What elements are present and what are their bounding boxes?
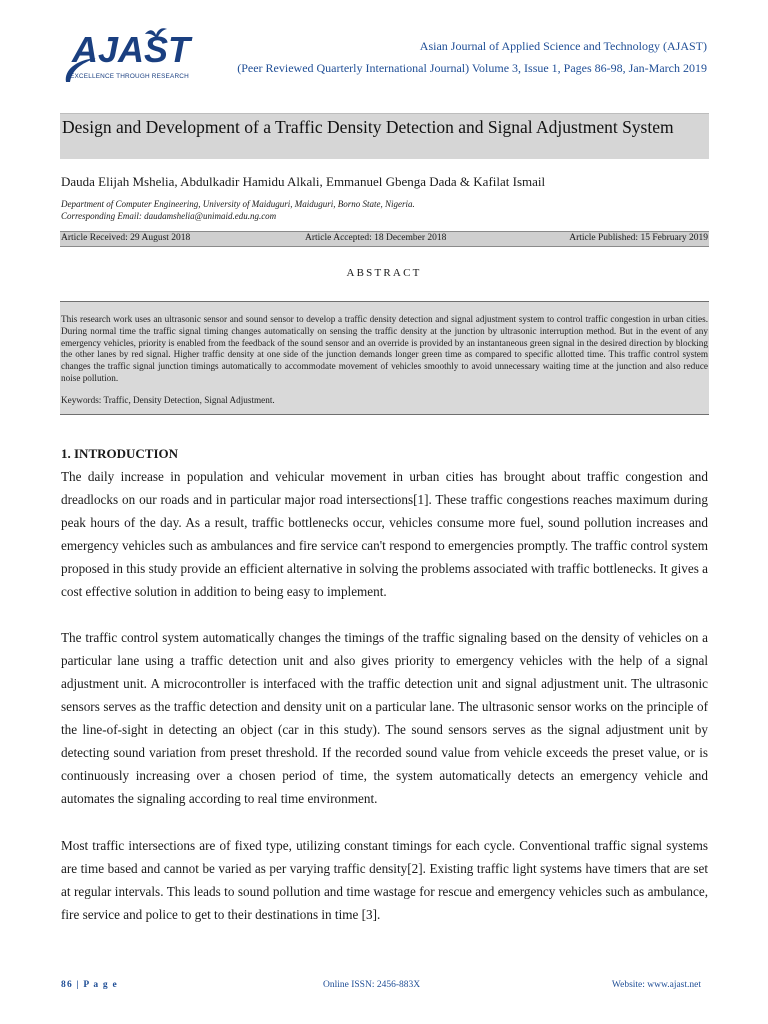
abstract-box — [60, 301, 709, 415]
section-heading: 1. INTRODUCTION — [61, 446, 179, 461]
article-dates-bar — [60, 231, 709, 247]
issue-info: (Peer Reviewed Quarterly International Journal) Volume 3, Issue 1, Pages 86-98, Jan-March 2019 — [237, 61, 707, 75]
affiliation: Department of Computer Engineering, University of Maiduguri, Maiduguri, Borno State, Nigeria. — [61, 199, 415, 209]
article-title: Design and Development of a Traffic Density Detection and Signal Adjustment System — [62, 117, 674, 137]
author-list: Dauda Elijah Mshelia, Abdulkadir Hamidu Alkali, Emmanuel Gbenga Dada & Kafilat Ismail — [61, 174, 546, 189]
issn: Online ISSN: 2456-883X — [323, 980, 421, 990]
logo-tagline: EXCELLENCE THROUGH RESEARCH — [70, 73, 189, 80]
date-accepted: Article Accepted: 18 December 2018 — [305, 233, 447, 243]
page-number: 86 | P a g e — [61, 980, 118, 990]
body-paragraph: The traffic control system automatically changes the timings of the traffic signaling based on the density of vehicles on a particular lane using a traffic detection unit and also gives priority to emergency vehicles with the help of a signal adjustment unit. A microcontroller is interfaced with the traffic detection unit and signal adjustment unit. The ultrasonic sensors serves as the traffic detection and density unit on a particular lane. The ultrasonic sensor works on the principle of the line-of-sight in detecting an object (car in this study). The sound sensors serves as the signal adjustment unit by detecting sound variation from preset threshold. If the recorded sound value from vehicle exceeds the preset value, or is continuously increasing over a chosen period of time, the system automatically detects an emergency vehicle and automates the signaling according to real time environment. — [61, 630, 708, 806]
title-banner — [60, 113, 709, 159]
logo-wordmark: AJAST — [72, 29, 191, 70]
website-link[interactable]: Website: www.ajast.net — [611, 980, 701, 990]
corresponding-email: Corresponding Email: daudamshelia@unimaid.edu.ng.com — [61, 211, 277, 221]
body-paragraph: Most traffic intersections are of fixed type, utilizing constant timings for each cycle. Conventional traffic signal systems are time based and cannot be varied as per varying traffic density[2]. Existing traffic light systems have timers that are set at regular intervals. This leads to sound pollution and time wastage for rescue and emergency vehicles such as ambulance, fire service and police to get to their destinations in time [3]. — [61, 838, 708, 922]
abstract-heading: ABSTRACT — [346, 267, 422, 279]
body-paragraph: The daily increase in population and vehicular movement in urban cities has brought about traffic congestion and dreadlocks on our roads and in particular major road intersections[1]. These traffic congestions reaches maximum during peak hours of the day. As a result, traffic bottlenecks occur, vehicles consume more fuel, sound pollution increases and emergency vehicles such as ambulances and fire service can't respond to emergencies promptly. The traffic control system proposed in this study provide an efficient alternative in solving the problems associated with traffic bottlenecks. It gives a cost effective solution in addition to being easy to implement. — [61, 469, 708, 599]
date-received: Article Received: 29 August 2018 — [61, 233, 191, 243]
keywords: Keywords: Traffic, Density Detection, Signal Adjustment. — [61, 395, 275, 405]
date-published: Article Published: 15 February 2019 — [569, 233, 708, 243]
journal-logo — [62, 26, 191, 88]
abstract-text: This research work uses an ultrasonic sensor and sound sensor to develop a traffic density detection and signal adjustment system to control traffic congestion in urban cities. During normal time the traffic signal timing changes automatically on sensing the traffic density at the junction by ultrasonic interruption method. But in the event of any emergency vehicles, priority is enabled from the feedback of the sound sensor and an override is provided by an instantaneous green signal in the desired direction by blocking the other lanes by red signal. Higher traffic density at one side of the junction demands longer green time as compared to specific allotted time. This traffic control system changes the traffic signal junction timings automatically to accommodate movement of vehicles smoothly to avoid unnecessary waiting time at the junction and also reduce noise pollution. — [61, 314, 708, 383]
journal-name: Asian Journal of Applied Science and Technology (AJAST) — [419, 39, 707, 53]
